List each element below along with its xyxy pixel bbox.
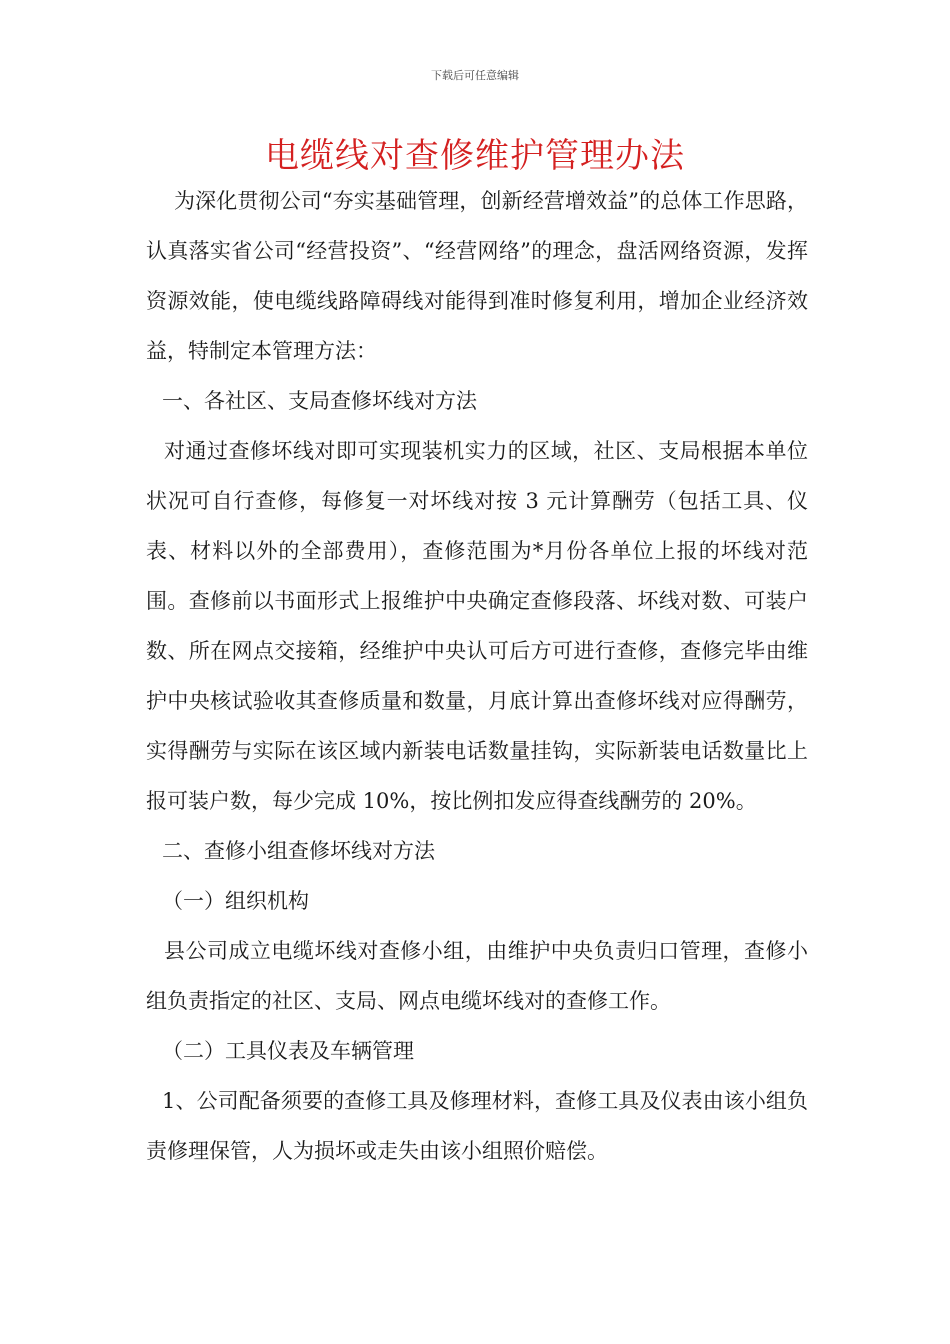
header-note: 下载后可任意编辑 [431, 69, 519, 82]
paragraph-subsection-1: 县公司成立电缆坏线对查修小组，由维护中央负责归口管理，查修小组负责指定的社区、支局、网点电缆坏线对的查修工作。 [146, 939, 808, 1013]
subsection-heading-2: （二）工具仪表及车辆管理 [162, 1039, 414, 1063]
document-body [146, 176, 808, 1176]
paragraph-intro: 为深化贯彻公司“夯实基础管理，创新经营增效益”的总体工作思路，认真落实省公司“经营投资”、“经营网络”的理念，盘活网络资源，发挥资源效能，使电缆线路障碍线对能得到准时修复利用，增加企业经济效益，特制定本管理方法： [146, 189, 808, 363]
document-title: 电缆线对查修维护管理办法 [265, 136, 685, 176]
section-heading-1: 一、各社区、支局查修坏线对方法 [162, 389, 477, 413]
subsection-heading-1: （一）组织机构 [162, 889, 309, 913]
paragraph-section-1: 对通过查修坏线对即可实现装机实力的区域，社区、支局根据本单位状况可自行查修，每修复一对坏线对按 3 元计算酬劳（包括工具、仪表、材料以外的全部费用），查修范围为*月份各单位上报的坏线对范围。查修前以书面形式上报维护中央确定查修段落、坏线对数、可装户数、所在网点交接箱，经维护中央认可后方可进行查修，查修完毕由维护中央核试验收其查修质量和数量，月底计算出查修坏线对应得酬劳，实得酬劳与实际在该区域内新装电话数量挂钩，实际新装电话数量比上报可装户数，每少完成 10%，按比例扣发应得查线酬劳的 20%。 [146, 439, 808, 813]
section-heading-2: 二、查修小组查修坏线对方法 [162, 839, 435, 863]
paragraph-subsection-2: 1、公司配备须要的查修工具及修理材料，查修工具及仪表由该小组负责修理保管，人为损坏或走失由该小组照价赔偿。 [146, 1089, 808, 1163]
